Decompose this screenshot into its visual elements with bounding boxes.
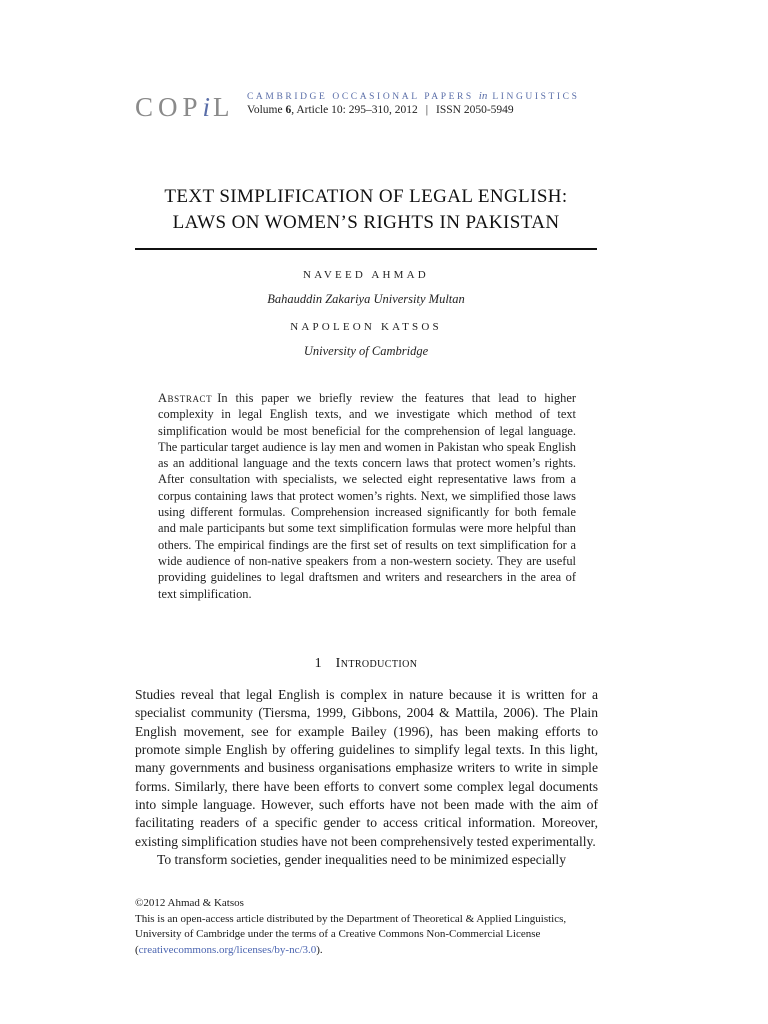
author-affiliation-2: University of Cambridge <box>303 344 429 358</box>
abstract-text: In this paper we briefly review the features that lead to higher complexity in legal English texts, and we investigate which method of text simplification would be most beneficial for the comprehension of legal language. The particular target audience is lay men and women in Pakistan who speak English as an additional language and the texts concern laws that protect women’s rights. After consultation with specialists, we selected eight representative laws from a corpus containing laws that protect women’s rights. Next, we simplified those laws using different formulas. Comprehension increased significantly for both female and male participants but some text simplification formulas were more helpful than others. The empirical findings are the first set of results on text simplification for a wide audience of non-native speakers from a non-western society. They are useful providing guidelines to legal draftsmen and writers and researchers in the area of text simplification. <box>158 391 576 601</box>
section-heading <box>135 656 597 672</box>
meta-separator: | <box>425 104 429 116</box>
article-info: , Article 10: 295–310, 2012 <box>291 104 418 116</box>
journal-name-part2: LINGUISTICS <box>487 92 580 102</box>
title-line-1: TEXT SIMPLIFICATION OF LEGAL ENGLISH: <box>164 186 568 207</box>
logo-end: L <box>213 92 235 122</box>
body-text <box>135 686 598 869</box>
logo-italic-i: i <box>202 92 214 122</box>
title-line-2: LAWS ON WOMEN’S RIGHTS IN PAKISTAN <box>172 212 560 233</box>
copyright-line: ©2012 Ahmad & Katsos <box>135 897 244 909</box>
title-rule <box>135 248 597 250</box>
section-title: Introduction <box>335 656 418 671</box>
journal-name <box>247 90 580 102</box>
license-line <box>135 912 598 959</box>
license-link[interactable]: creativecommons.org/licenses/by-nc/3.0 <box>138 943 317 956</box>
journal-meta <box>247 104 514 116</box>
section-number: 1 <box>314 656 322 671</box>
volume-label: Volume <box>247 104 286 116</box>
abstract-label: Abstract <box>158 391 213 405</box>
journal-header <box>135 90 625 122</box>
abstract <box>158 390 576 602</box>
logo-text: COP <box>135 92 203 122</box>
body-paragraph-1: Studies reveal that legal English is complex in nature because it is written for a specialist community (Tiersma, 1999, Gibbons, 2004 & Mattila, 2006). The Plain English movement, see for example Bailey (1996), has been making efforts to promote simple English by offering guidelines to simplify legal texts. In this light, many governments and business organisations emphasize writers to write in simple forms. Similarly, there have been efforts to convert some complex legal documents into simple language. However, such efforts have not been made with the aim of facilitating readers of a specific gender to access critical information. Moreover, existing simplification studies have not been comprehensively tested experimentally. <box>135 687 598 849</box>
journal-logo <box>135 92 235 123</box>
author-affiliation-1: Bahauddin Zakariya University Multan <box>267 292 465 306</box>
footnote <box>135 896 598 958</box>
journal-name-part1: CAMBRIDGE OCCASIONAL PAPERS <box>247 92 479 102</box>
issn: ISSN 2050-5949 <box>436 104 514 116</box>
body-paragraph-2: To transform societies, gender inequalities need to be minimized especially <box>157 852 566 868</box>
journal-name-in: in <box>478 90 488 102</box>
license-end: ). <box>316 943 323 956</box>
volume-number: 6 <box>285 104 292 116</box>
license-text: This is an open-access article distributed by the Department of Theoretical & Applied Linguistics, University of Cambridge under the terms of a Creative Commons Non-Commercial License ( <box>135 912 567 956</box>
paper-title <box>135 184 597 236</box>
author-name-1: NAVEED AHMAD <box>303 269 429 281</box>
author-name-2: NAPOLEON KATSOS <box>290 321 442 333</box>
